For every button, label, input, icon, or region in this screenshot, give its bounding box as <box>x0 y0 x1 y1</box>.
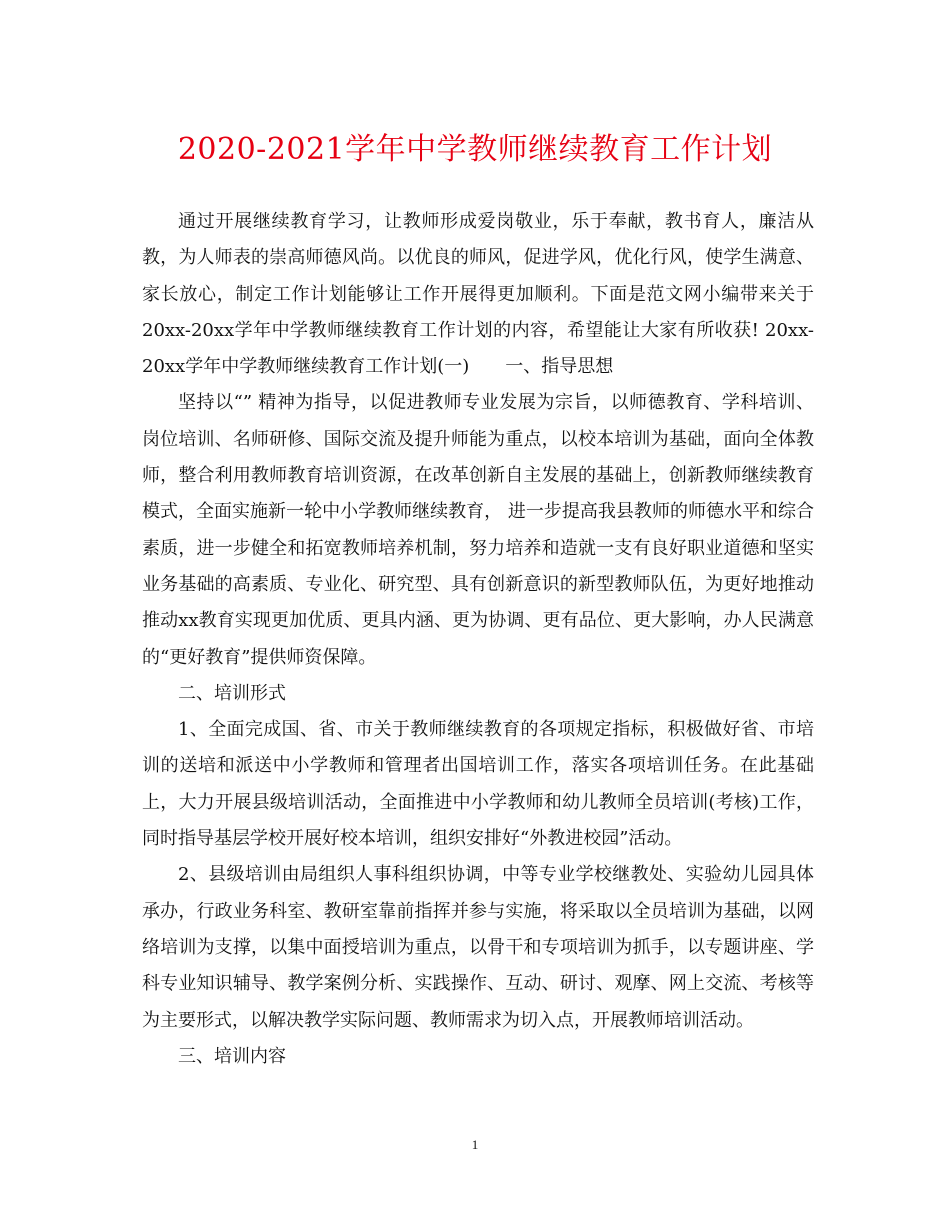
document-title: 2020-2021学年中学教师继续教育工作计划 <box>177 132 773 167</box>
training-form-item-1: 1、全面完成国、省、市关于教师继续教育的各项规定指标，积极做好省、市培训的送培和派送中小学教师和管理者出国培训工作，落实各项培训任务。在此基础上，大力开展县级培训活动，全面推进中小学教师和幼儿教师全员培训(考核)工作，同时指导基层学校开展好校本培训，组织安排好“外教进校园”活动。 <box>142 719 814 850</box>
intro-paragraph: 通过开展继续教育学习，让教师形成爱岗敬业，乐于奉献，教书育人，廉洁从教，为人师表的崇高师德风尚。以优良的师风，促进学风，优化行风，使学生满意、家长放心，制定工作计划能够让工作开展得更加顺利。下面是范文网小编带来关于20xx-20xx学年中学教师继续教育工作计划的内容，希望能让大家有所收获! 20xx-20xx学年中学教师继续教育工作计划(一) 一、指导思想 <box>142 211 814 378</box>
page-number: 1 <box>471 1137 479 1152</box>
section-heading-training-content: 三、培训内容 <box>178 1045 286 1067</box>
section-heading-training-form: 二、培训形式 <box>178 682 286 704</box>
document-body <box>142 204 814 1075</box>
training-form-item-2: 2、县级培训由局组织人事科组织协调，中等专业学校继教处、实验幼儿园具体承办，行政业务科室、教研室靠前指挥并参与实施，将采取以全员培训为基础，以网络培训为支撑，以集中面授培训为重点，以骨干和专项培训为抓手，以专题讲座、学科专业知识辅导、教学案例分析、实践操作、互动、研讨、观摩、网上交流、考核等为主要形式，以解决教学实际问题、教师需求为切入点，开展教师培训活动。 <box>142 864 814 1031</box>
guiding-ideology-paragraph: 坚持以“” 精神为指导，以促进教师专业发展为宗旨，以师德教育、学科培训、岗位培训、名师研修、国际交流及提升师能为重点，以校本培训为基础，面向全体教师，整合利用教师教育培训资源，在改革创新自主发展的基础上，创新教师继续教育模式，全面实施新一轮中小学教师继续教育， 进一步提高我县教师的师德水平和综合素质，进一步健全和拓宽教师培养机制，努力培养和造就一支有良好职业道德和坚实业务基础的高素质、专业化、研究型、具有创新意识的新型教师队伍，为更好地推动推动xx教育实现更加优质、更具内涵、更为协调、更有品位、更大影响，办人民满意的“更好教育”提供师资保障。 <box>142 392 814 668</box>
